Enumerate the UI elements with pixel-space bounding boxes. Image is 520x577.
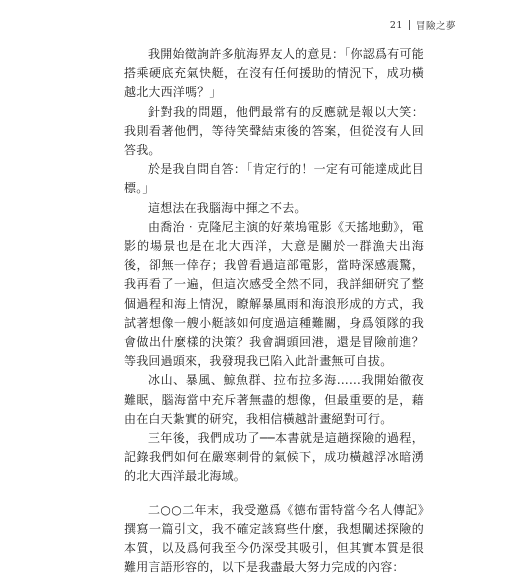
chapter-title: 冒險之夢 (415, 21, 456, 32)
body-text (124, 45, 424, 577)
paragraph: 二○○二年末，我受邀爲《德布雷特當今名人傳記》撰寫一篇引文，我不確定該寫些什麼，我想闡述探險的本質，以及爲何我至今仍深受其吸引，但其實本質是很難用言語形容的，以下是我盡最大努力完成的內容： (124, 502, 424, 575)
paragraph: 由喬治‧克隆尼主演的好萊塢電影《天搖地動》，電影的場景也是在北大西洋，大意是關於一群漁夫出海後，卻無一倖存；我曾看過這部電影，當時深感震驚，我再看了一遍，但這次感受全然不同，我詳細研究了整個過程和海上情況，瞭解暴風雨和海浪形成的方式，我試著想像一艘小艇該如何度過這種難關，身爲領隊的我會做出什麼樣的決策？我會調頭回港，還是冒險前進？等我回過頭來，我發現我已陷入此計畫無可自拔。 (124, 219, 424, 369)
paragraph: 三年後，我們成功了──本書就是這趟探險的過程，記錄我們如何在嚴寒刺骨的氣候下，成功橫越浮冰暗湧的北大西洋最北海域。 (124, 431, 424, 484)
section-gap (124, 487, 424, 501)
paragraph: 於是我自問自答：「肯定行的！一定有可能達成此目標。」 (124, 162, 424, 196)
running-header (390, 18, 456, 32)
header-divider (409, 20, 410, 30)
paragraph: 我開始徵詢許多航海界友人的意見：「你認爲有可能搭乘硬底充氣快艇，在沒有任何援助的情況下，成功橫越北大西洋嗎？」 (124, 47, 424, 100)
paragraph: 這想法在我腦海中揮之不去。 (148, 200, 307, 215)
paragraph: 冰山、暴風、鯨魚群、拉布拉多海……我開始徹夜難眠，腦海當中充斥著無盡的想像，但最重要的是，藉由在白天紮實的研究，我相信橫越計畫絕對可行。 (124, 373, 424, 426)
page-number: 21 (389, 19, 403, 31)
paragraph: 針對我的問題，他們最常有的反應就是報以大笑：我則看著他們，等待笑聲結束後的答案，但從沒有人回答我。 (124, 104, 424, 158)
